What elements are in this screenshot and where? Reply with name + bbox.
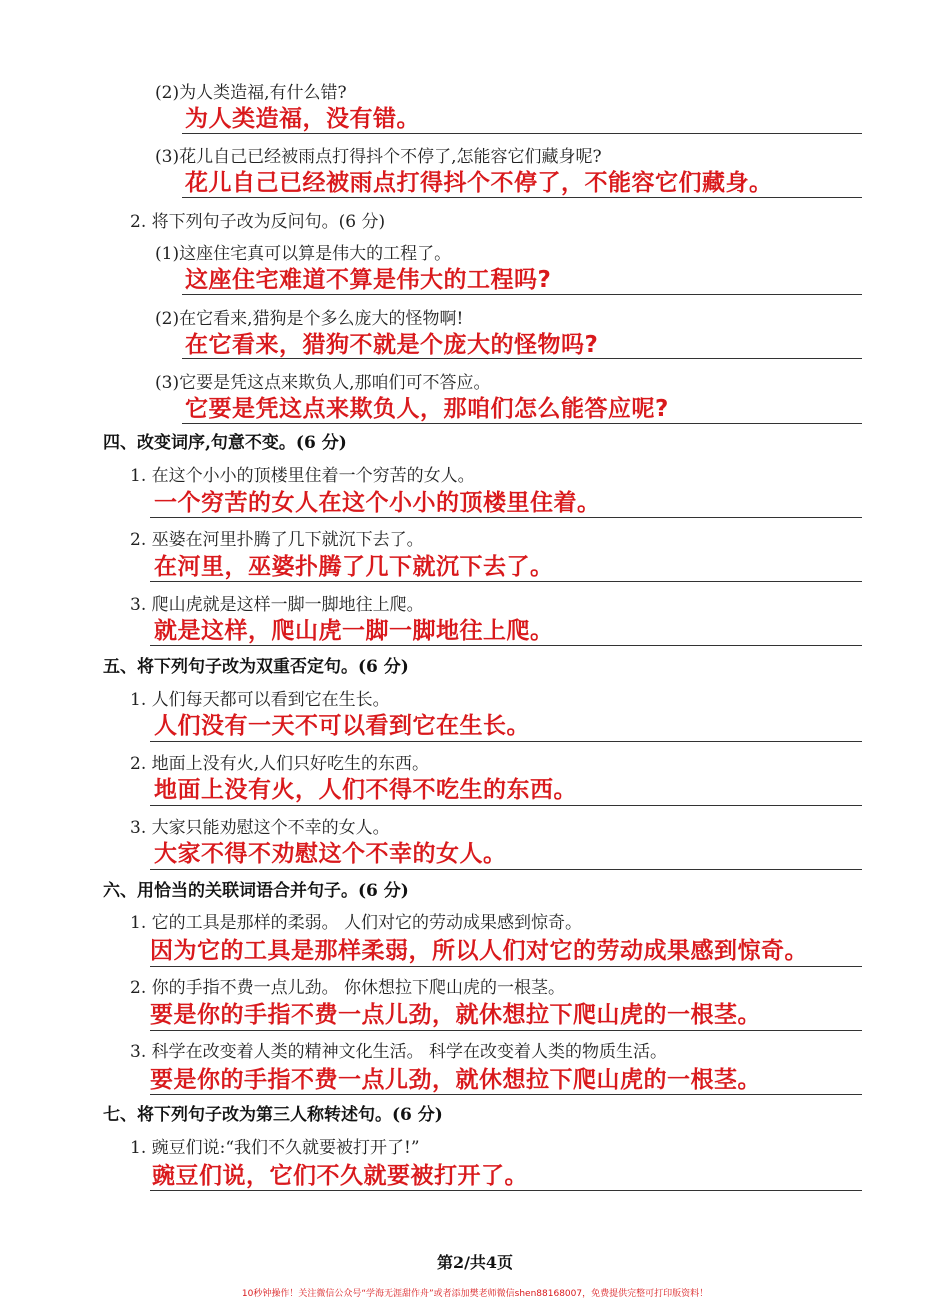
question-text: (3)它要是凭这点来欺负人,那咱们可不答应。	[155, 373, 491, 393]
question-text: 3. 科学在改变着人类的精神文化生活。 科学在改变着人类的物质生活。	[130, 1042, 668, 1062]
answer-text: 在河里，巫婆扑腾了几下就沉下去了。	[154, 554, 554, 580]
section-heading: 七、将下列句子改为第三人称转述句。(6 分)	[103, 1105, 443, 1125]
answer-line	[150, 1030, 862, 1031]
answer-text: 要是你的手指不费一点儿劲，就休想拉下爬山虎的一根茎。	[150, 1002, 761, 1028]
answer-line	[182, 423, 862, 424]
answer-line	[150, 805, 862, 806]
question-text: (2)为人类造福,有什么错?	[155, 83, 347, 103]
question-text: 2. 巫婆在河里扑腾了几下就沉下去了。	[130, 530, 424, 550]
answer-text: 在它看来，猎狗不就是个庞大的怪物吗?	[185, 332, 599, 358]
answer-line	[150, 645, 862, 646]
answer-text: 花儿自己已经被雨点打得抖个不停了，不能容它们藏身。	[185, 170, 773, 196]
answer-text: 豌豆们说，它们不久就要被打开了。	[152, 1163, 528, 1189]
answer-text: 因为它的工具是那样柔弱，所以人们对它的劳动成果感到惊奇。	[150, 938, 808, 964]
page-number: 第2/共4页	[436, 1253, 514, 1272]
promo-notice: 10秒钟操作！关注微信公众号“学海无涯甜作舟”或者添加樊老师微信shen88168007，免费提供完整可打印版资料！	[241, 1289, 709, 1299]
section-heading: 四、改变词序,句意不变。(6 分)	[103, 433, 347, 453]
answer-text: 要是你的手指不费一点儿劲，就休想拉下爬山虎的一根茎。	[150, 1067, 761, 1093]
answer-text: 它要是凭这点来欺负人，那咱们怎么能答应呢?	[185, 396, 669, 422]
answer-text: 一个穷苦的女人在这个小小的顶楼里住着。	[154, 490, 601, 516]
answer-line	[150, 1094, 862, 1095]
question-text: 1. 在这个小小的顶楼里住着一个穷苦的女人。	[130, 466, 475, 486]
answer-text: 大家不得不劝慰这个不幸的女人。	[154, 841, 507, 867]
answer-line	[150, 869, 862, 870]
answer-line	[182, 197, 862, 198]
question-text: 1. 人们每天都可以看到它在生长。	[130, 690, 390, 710]
question-text: (1)这座住宅真可以算是伟大的工程了。	[155, 244, 452, 264]
question-text: (2)在它看来,猎狗是个多么庞大的怪物啊!	[155, 309, 464, 329]
question-text: 1. 它的工具是那样的柔弱。 人们对它的劳动成果感到惊奇。	[130, 913, 583, 933]
question-text: 2. 你的手指不费一点儿劲。 你休想拉下爬山虎的一根茎。	[130, 978, 566, 998]
question-heading: 2. 将下列句子改为反问句。(6 分)	[130, 212, 386, 232]
question-text: 3. 大家只能劝慰这个不幸的女人。	[130, 818, 390, 838]
answer-line	[150, 517, 862, 518]
answer-line	[150, 966, 862, 967]
answer-text: 为人类造福，没有错。	[185, 106, 420, 132]
answer-line	[150, 1190, 862, 1191]
section-heading: 五、将下列句子改为双重否定句。(6 分)	[103, 657, 409, 677]
question-text: (3)花儿自己已经被雨点打得抖个不停了,怎能容它们藏身呢?	[155, 147, 602, 167]
answer-line	[182, 133, 862, 134]
answer-text: 这座住宅难道不算是伟大的工程吗?	[185, 267, 552, 293]
answer-line	[150, 741, 862, 742]
question-text: 3. 爬山虎就是这样一脚一脚地往上爬。	[130, 595, 424, 615]
answer-text: 人们没有一天不可以看到它在生长。	[154, 713, 530, 739]
question-text: 1. 豌豆们说:“我们不久就要被打开了!”	[130, 1138, 420, 1158]
answer-line	[150, 581, 862, 582]
answer-text: 地面上没有火，人们不得不吃生的东西。	[154, 777, 577, 803]
answer-text: 就是这样，爬山虎一脚一脚地往上爬。	[154, 618, 554, 644]
answer-line	[182, 294, 862, 295]
question-text: 2. 地面上没有火,人们只好吃生的东西。	[130, 754, 430, 774]
answer-line	[182, 358, 862, 359]
section-heading: 六、用恰当的关联词语合并句子。(6 分)	[103, 881, 409, 901]
